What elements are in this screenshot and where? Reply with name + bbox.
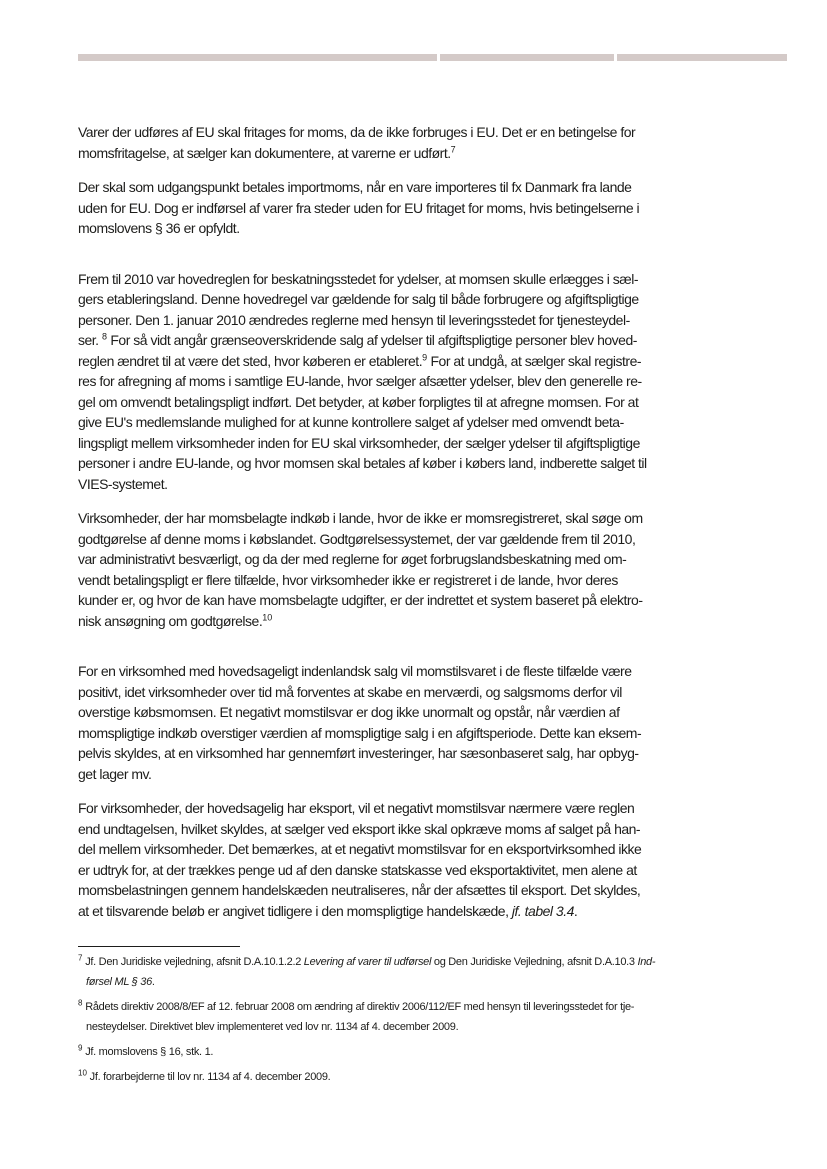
text-line — [78, 122, 718, 143]
text-segment: overstige købsmomsen. Et negativt momstilsvar er dog ikke unormalt og opstår, når værdien af — [78, 704, 620, 720]
text-line — [78, 392, 718, 413]
text-line — [78, 743, 718, 764]
text-line — [78, 880, 718, 901]
text-line — [78, 764, 718, 785]
text-segment: give EU's medlemslande mulighed for at kunne kontrollere salget af ydelser med omvendt beta- — [78, 414, 624, 430]
body-paragraph — [78, 508, 718, 631]
text-segment: reglen ændret til at være det sted, hvor køberen er etableret. — [78, 352, 423, 369]
text-line — [78, 508, 718, 529]
text-segment: . — [151, 976, 155, 988]
text-segment: uden for EU. Dog er indførsel af varer fra steder uden for EU fritaget for moms, hvis betingelserne i — [78, 199, 640, 216]
text-line — [78, 839, 718, 860]
text-line — [78, 198, 718, 219]
footnote-rule — [78, 946, 240, 947]
footnote — [78, 1042, 738, 1062]
text-segment: vendt betalingspligt er flere tilfælde, hvor virksomheder ikke er registreret i de lande, hvor deres — [78, 571, 618, 588]
footnotes-section — [78, 946, 738, 1087]
text-segment: Der skal som udgangspunkt betales importmoms, når en vare importeres til fx Danmark fra lande — [78, 179, 632, 195]
footnote — [78, 997, 738, 1037]
text-line — [78, 351, 718, 372]
text-segment: momslovens § 36 er opfyldt. — [78, 220, 240, 236]
text-segment: nisk ansøgning om godtgørelse. — [78, 612, 263, 629]
text-line — [78, 289, 718, 310]
footnote-line — [78, 997, 738, 1017]
text-segment: momsfritagelse, at sælger kan dokumentere, at varerne er udført. — [78, 144, 451, 161]
text-segment: momsbelastningen gennem handelskæden neutraliseres, når der afsættes til eksport. Det skyldes, — [78, 882, 641, 898]
text-line — [78, 412, 718, 433]
footnote-reference: 10 — [262, 611, 273, 622]
footnote-reference: 8 — [101, 331, 107, 342]
header-rule — [78, 54, 787, 61]
text-segment: res for afregning af moms i samtlige EU-lande, hvor sælger afsætter ydelser, blev den generelle re- — [78, 373, 642, 389]
text-segment: og Den Juridiske Vejledning, afsnit D.A.10.3 — [431, 956, 638, 968]
text-segment: godtgørelse af denne moms i købslandet. Godtgørelsessystemet, der var gældende frem til 2010, — [78, 530, 636, 547]
text-segment: For virksomheder, der hovedsagelig har eksport, vil et negativt momstilsvar nærmere være reglen — [78, 800, 635, 816]
body-text-column — [78, 122, 718, 921]
text-segment: var administrativt besværligt, og da der med reglerne for øget forbrugslandsbeskatning med om- — [78, 551, 627, 567]
text-segment: Virksomheder, der har momsbelagte indkøb i lande, hvor de ikke er momsregistreret, skal søge om — [78, 510, 643, 526]
text-segment: . — [573, 902, 578, 919]
text-line — [78, 310, 718, 331]
text-line — [78, 177, 718, 198]
footnote-line — [78, 1067, 738, 1087]
text-segment: momspligtige indkøb overstiger værdien af momspligtige salg i en afgiftsperiode. Dette kan eksem- — [78, 724, 642, 741]
text-line — [78, 570, 718, 591]
text-segment: gel om omvendt betalingspligt indført. Det betyder, at køber forpligtes til at afregne momsen. For at — [78, 393, 639, 410]
text-line — [78, 549, 718, 570]
italic-text: førsel ML § 36 — [86, 976, 152, 988]
body-paragraph — [78, 798, 718, 921]
text-line — [78, 330, 718, 351]
text-line — [78, 611, 718, 632]
text-segment: gers etableringsland. Denne hovedregel var gældende for salg til både forbrugere og afgiftspligtige — [78, 291, 639, 307]
italic-text: Levering af varer til udførsel — [303, 956, 432, 968]
text-segment: For en virksomhed med hovedsageligt indenlandsk salg vil momstilsvaret i de fleste tilfælde være — [78, 663, 632, 679]
footnote-marker: 7 — [78, 953, 83, 963]
text-line — [78, 901, 718, 922]
text-line — [78, 798, 718, 819]
footnote-list — [78, 952, 738, 1087]
footnote-line — [78, 952, 738, 972]
text-segment: Jf. forarbejderne til lov nr. 1134 af 4. december 2009. — [89, 1071, 331, 1083]
text-line — [78, 682, 718, 703]
text-segment: Rådets direktiv 2008/8/EF af 12. februar 2008 om ændring af direktiv 2006/112/EF med hensyn til leveringsstedet for tje- — [85, 1001, 635, 1013]
italic-text: Ind- — [637, 956, 656, 968]
text-segment: personer i andre EU-lande, og hvor momsen skal betales af køber i købers land, indberette salget til — [78, 455, 647, 471]
text-segment: For så vidt angår grænseoverskridende salg af ydelser til afgiftspligtige personer blev hoved- — [106, 332, 637, 348]
text-line — [78, 702, 718, 723]
text-line — [78, 218, 718, 239]
text-segment: VIES-systemet. — [78, 475, 168, 492]
text-segment: Frem til 2010 var hovedreglen for beskatningsstedet for ydelser, at momsen skulle erlægges i sæl- — [78, 270, 639, 287]
body-paragraph — [78, 269, 718, 495]
header-rule-segment — [617, 54, 787, 61]
footnote-marker: 9 — [78, 1043, 83, 1053]
italic-text: jf. tabel 3.4 — [511, 902, 574, 919]
text-line — [78, 433, 718, 454]
text-segment: positivt, idet virksomheder over tid må forventes at skabe en merværdi, og salgsmoms derfor vil — [78, 683, 622, 700]
text-segment: kunder er, og hvor de kan have momsbelagte udgifter, er der indrettet et system baseret på elektro- — [78, 592, 643, 608]
text-segment: get lager mv. — [78, 765, 152, 782]
text-segment: Jf. Den Juridiske vejledning, afsnit D.A.10.1.2.2 — [85, 956, 304, 968]
text-line — [78, 723, 718, 744]
text-line — [78, 590, 718, 611]
footnote — [78, 952, 738, 992]
footnote-marker: 10 — [78, 1068, 87, 1078]
text-line — [78, 269, 718, 290]
text-line — [78, 819, 718, 840]
header-rule-segment — [78, 54, 437, 61]
footnote-reference: 9 — [422, 351, 428, 362]
text-segment: For at undgå, at sælger skal registre- — [427, 352, 642, 369]
text-line — [78, 474, 718, 495]
text-segment: ser. — [78, 332, 102, 348]
text-segment: at et tilsvarende beløb er angivet tidligere i den momspligtige handelskæde, — [78, 902, 512, 919]
text-segment: Varer der udføres af EU skal fritages for moms, da de ikke forbruges i EU. Det er en betingelse for — [78, 124, 636, 140]
footnote-reference: 7 — [450, 143, 456, 154]
text-segment: pelvis skyldes, at en virksomhed har gennemført investeringer, har sæsonbaseret salg, har opbyg- — [78, 745, 639, 761]
footnote — [78, 1067, 738, 1087]
text-segment: del mellem virksomheder. Det bemærkes, at et negativt momstilsvar for en eksportvirksomhed ikke — [78, 841, 642, 857]
text-segment: Jf. momslovens § 16, stk. 1. — [85, 1046, 214, 1058]
text-line — [78, 529, 718, 550]
body-paragraph — [78, 661, 718, 784]
text-line — [78, 453, 718, 474]
footnote-line — [78, 1017, 738, 1037]
text-segment: er udtryk for, at der trækkes penge ud af den danske statskasse ved eksportaktivitet, men alene at — [78, 861, 637, 878]
header-rule-segment — [440, 54, 614, 61]
text-line — [78, 661, 718, 682]
text-line — [78, 860, 718, 881]
footnote-marker: 8 — [78, 998, 83, 1008]
text-segment: lingspligt mellem virksomheder inden for EU skal virksomheder, der sælger ydelser til afgiftspligtige — [78, 434, 640, 451]
body-paragraph — [78, 177, 718, 239]
text-segment: nesteydelser. Direktivet blev implementeret ved lov nr. 1134 af 4. december 2009. — [86, 1021, 459, 1033]
footnote-line — [78, 1042, 738, 1062]
footnote-line — [78, 972, 738, 992]
body-paragraph — [78, 122, 718, 163]
text-line — [78, 371, 718, 392]
text-segment: personer. Den 1. januar 2010 ændredes reglerne med hensyn til leveringsstedet for tjenesteydel- — [78, 311, 630, 328]
text-line — [78, 143, 718, 164]
text-segment: end undtagelsen, hvilket skyldes, at sælger ved eksport ikke skal opkræve moms af salget på han- — [78, 820, 641, 837]
